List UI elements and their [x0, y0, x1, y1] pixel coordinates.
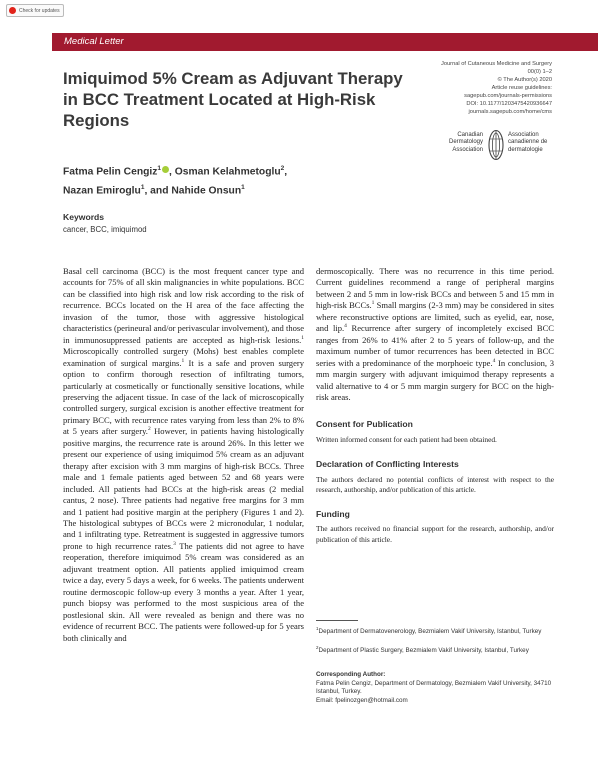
section-heading: Funding	[316, 508, 350, 519]
journal-volume: 00(0) 1–2	[527, 69, 552, 75]
author-name: and Nahide Onsun	[150, 185, 242, 197]
orcid-icon[interactable]	[162, 166, 169, 173]
body-paragraph: Basal cell carcinoma (BCC) is the most frequent cancer type and accounts for 75% of all skin malignancies in white populations. BCC can be classified into high risk and low risk according to the risk of recurrence. BCCs located on the H area of the face affecting the invasion of the tumor, those with aggressive histological characteristics (perineural and/or perivascular involvement), and those in immunosuppressed patients are accepted as high-risk lesions.$^1$ Microscopically controlled surgery (Mohs) best enables complete examination of surgical margins.$^1$ It is a safe and proven surgery option to confirm thorough resection of infiltrating tumors, particularly at cosmetically or functionally sensitive locations, while preserving the adjacent tissue. In case of the lack of microscopically controlled surgery, surgical excision is another effective treatment for primary BCC, with recurrence rates varying from less than 2% to 8% at 5 years after surgery.$^2$ However, in patients having histologically positive margins, the recurrence rate is around 26%. In this letter we present our experience of using imiquimod 5% cream as an adjuvant therapy after excision with 3 mm margins of high-risk BCCs. Three male and 1 female patients aged between 52 and 68 years were included. All patients had BCCs at the high-risk areas (2 medial cantus, 2 nose). Three patients had negative free margins for 3 mm and 1 patient had positive margin at the periphery (Figures 1 and 2). The histological subtypes of BCCs were 2 micronodular, 1 nodular, and 1 infiltrating type. Retreatment is suggested in aggressive tumors prone to high recurrence rates.$^3$ The patients did not agree to have reoperation, therefore imiquimod 5% cream was considered as an adjuvant treatment option. All patients applied imiquimod cream twice a day, every 5 days a week, for 6 weeks. The patients underwent routine dermoscopic follow-up every 3 months a year. After 1 year, punch biopsy was performed to the most suspicious area of the postlesional skin. All were revealed as benign and there was no evidence of recurrent BCC. The patients were followed-up for 5 years both clinically and	[63, 266, 304, 643]
keywords-heading: Keywords	[63, 212, 105, 222]
affiliation-1: $^1$Department of Dermatovenerology, Bezmialem Vakif University, Istanbul, Turkey	[316, 626, 542, 636]
article-type-label: Medical Letter	[64, 36, 124, 47]
journal-permissions-link[interactable]: sagepub.com/journals-permissions	[464, 93, 552, 99]
section-text: The authors received no financial support for the research, authorship, and/or publication of this article.	[316, 524, 554, 544]
article-type-banner	[52, 33, 598, 51]
section-heading: Consent for Publication	[316, 419, 413, 430]
section-text: Written informed consent for each patient had been obtained.	[316, 434, 497, 444]
footnote-divider	[316, 620, 358, 621]
reference-marker[interactable]: 4	[492, 357, 496, 364]
reference-marker[interactable]: 1	[371, 300, 375, 307]
section-text: The authors declared no potential conflicts of interest with respect to the research, authorship, and/or publication of this article.	[316, 474, 554, 494]
author-affiliation-marker: 1	[157, 165, 162, 172]
body-column-left	[63, 266, 304, 644]
section-funding	[316, 509, 554, 545]
journal-name: Journal of Cutaneous Medicine and Surgery	[441, 61, 552, 67]
crossmark-icon	[9, 7, 16, 14]
society-emblem-icon	[487, 129, 505, 161]
keywords-list: cancer, BCC, imiquimod	[63, 225, 147, 234]
section-heading: Declaration of Conflicting Interests	[316, 459, 459, 470]
author-affiliation-marker: 2	[280, 165, 285, 172]
author-affiliation-marker: 1	[140, 184, 145, 192]
body-paragraph: dermoscopically. There was no recurrence in this time period. Current guidelines recommend a range of peripheral margins between 2 and 5 mm in low-risk BCCs and between 5 and 15 mm in high-risk BCCs.$^1$ Small margins (2-3 mm) may be considered in sites where reconstructive options are limited, such as eyelid, ear, nose, and lip.$^4$ Recurrence after surgery of incompletely excised BCC ranges from 26% to 41% after 2 to 5 years of follow-up, and the maximum number of tumor recurrences has been detected in BCC series with a predominance of the morphoeic type.$^4$ In conclusion, 3 mm margin surgery with adjuvant imiquimod therapy represents a valid alternative to 4 or 5 mm margin surgery for BCC on the high-risk areas.	[316, 266, 554, 402]
society-name-en: Canadian Dermatology Association	[448, 132, 483, 153]
reference-marker[interactable]: 3	[173, 541, 176, 548]
society-name-fr: Association canadienne de dermatologie	[508, 132, 548, 153]
author-name: Osman Kelahmetoglu	[174, 166, 281, 178]
reference-marker[interactable]: 2	[147, 426, 151, 433]
section-consent	[316, 419, 554, 445]
reference-marker[interactable]: 1	[301, 334, 304, 341]
journal-copyright: © The Author(s) 2020	[497, 77, 552, 83]
corresponding-address: Fatma Pelin Cengiz, Department of Dermatology, Bezmialem Vakif University, 34710 Istanbul, Turkey.	[316, 679, 552, 696]
reference-marker[interactable]: 4	[344, 323, 347, 330]
article-title: Imiquimod 5% Cream as Adjuvant Therapy in BCC Treatment Located at High-Risk Regions	[63, 69, 403, 130]
check-for-updates-badge[interactable]	[6, 4, 64, 17]
reference-marker[interactable]: 1	[181, 357, 185, 364]
author-affiliation-marker: 1	[241, 184, 245, 192]
check-for-updates-label: Check for updates	[19, 7, 60, 14]
author-list: Fatma Pelin Cengiz$^1$ , Osman Kelahmetoglu$^2$, Nazan Emiroglu$^1$, and Nahide Onsun$^1$	[63, 165, 288, 197]
author-name: Fatma Pelin Cengiz	[63, 166, 158, 178]
author-name: Nazan Emiroglu	[63, 185, 141, 197]
affiliation-2: $^2$Department of Plastic Surgery, Bezmialem Vakif University, Istanbul, Turkey	[316, 645, 529, 655]
section-conflicts	[316, 459, 554, 495]
journal-doi[interactable]: DOI: 10.1177/1203475420936647	[466, 101, 552, 107]
journal-home-link[interactable]: journals.sagepub.com/home/cms	[468, 109, 552, 115]
society-logo	[430, 129, 560, 165]
body-column-right	[316, 266, 554, 545]
corresponding-email[interactable]: Email: fpelinozgen@hotmail.com	[316, 696, 408, 704]
journal-reuse-label: Article reuse guidelines:	[491, 85, 552, 91]
corresponding-author	[316, 671, 556, 705]
journal-info	[410, 60, 552, 116]
corresponding-heading: Corresponding Author:	[316, 671, 386, 678]
